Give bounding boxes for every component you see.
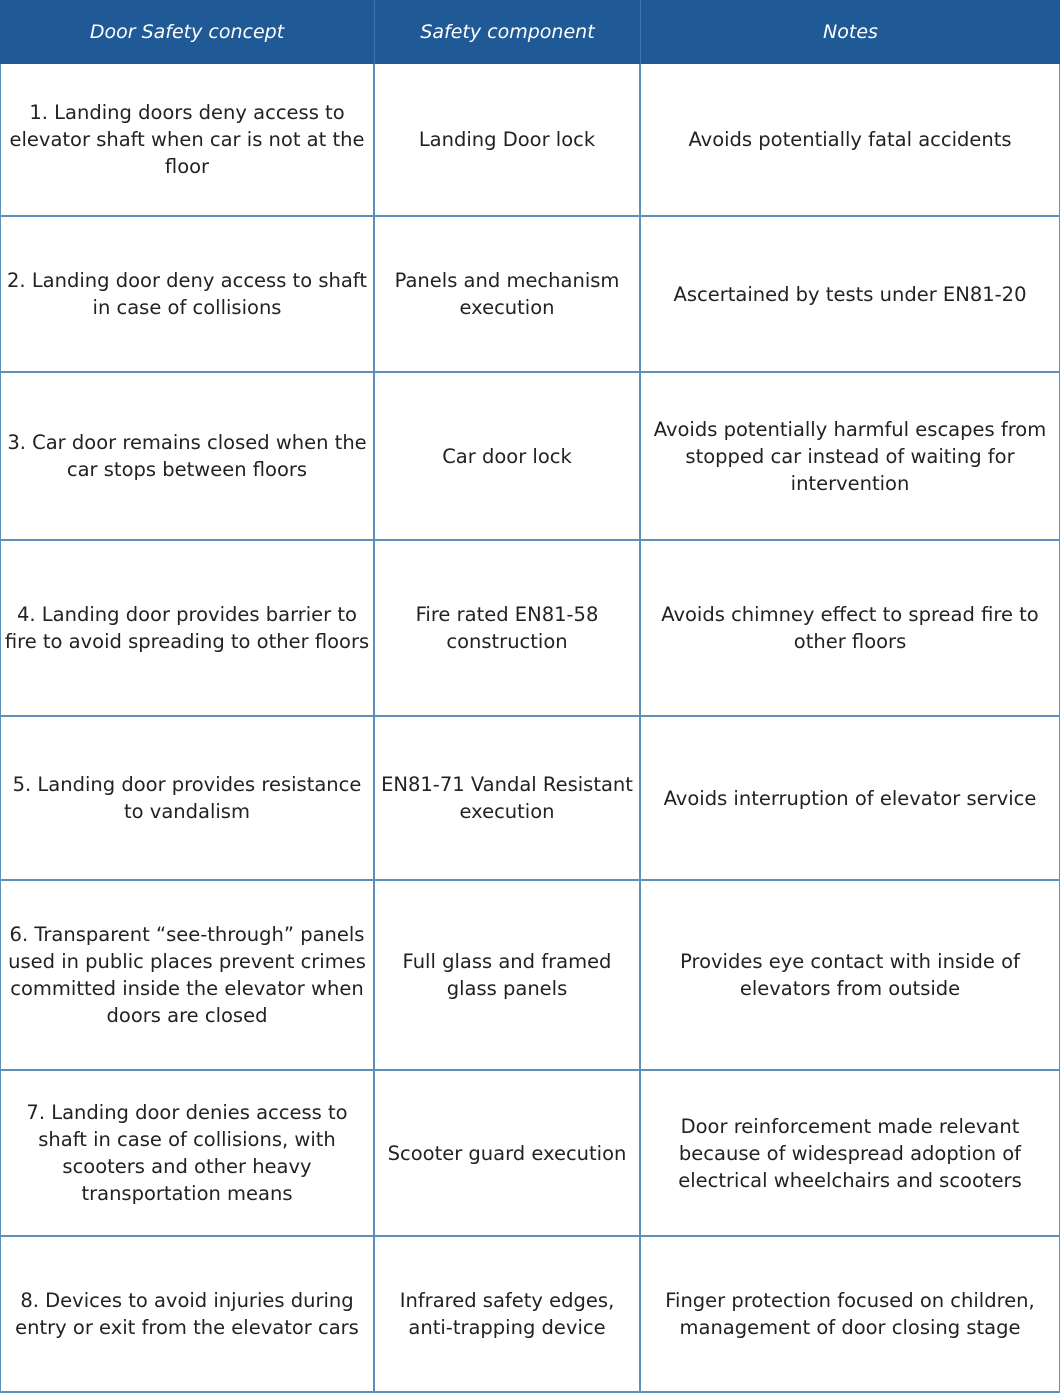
component-cell: Car door lock — [375, 373, 641, 541]
table-header — [0, 0, 1060, 64]
concept-cell: 5. Landing door provides resistance to vandalism — [0, 717, 375, 881]
concept-cell: 7. Landing door denies access to shaft in case of collisions, with scooters and other heavy transportation means — [0, 1071, 375, 1237]
header-row — [0, 0, 1060, 64]
notes-cell: Avoids potentially fatal accidents — [641, 64, 1060, 217]
notes-cell: Avoids chimney effect to spread fire to other floors — [641, 541, 1060, 717]
notes-cell: Finger protection focused on children, management of door closing stage — [641, 1237, 1060, 1393]
header-notes: Notes — [641, 0, 1060, 64]
concept-cell: 4. Landing door provides barrier to fire to avoid spreading to other floors — [0, 541, 375, 717]
table-row — [0, 881, 1060, 1071]
component-cell: Infrared safety edges, anti-trapping device — [375, 1237, 641, 1393]
notes-cell: Door reinforcement made relevant because of widespread adoption of electrical wheelchairs and scooters — [641, 1071, 1060, 1237]
table-row — [0, 217, 1060, 373]
table-row — [0, 541, 1060, 717]
component-cell: EN81-71 Vandal Resistant execution — [375, 717, 641, 881]
component-cell: Scooter guard execution — [375, 1071, 641, 1237]
concept-cell: 6. Transparent “see-through” panels used in public places prevent crimes committed inside the elevator when doors are closed — [0, 881, 375, 1071]
component-cell: Fire rated EN81-58 construction — [375, 541, 641, 717]
table-row — [0, 717, 1060, 881]
notes-cell: Avoids potentially harmful escapes from stopped car instead of waiting for intervention — [641, 373, 1060, 541]
concept-cell: 1. Landing doors deny access to elevator shaft when car is not at the floor — [0, 64, 375, 217]
table-row — [0, 373, 1060, 541]
concept-cell: 8. Devices to avoid injuries during entry or exit from the elevator cars — [0, 1237, 375, 1393]
table-row — [0, 64, 1060, 217]
notes-cell: Ascertained by tests under EN81-20 — [641, 217, 1060, 373]
notes-cell: Provides eye contact with inside of elevators from outside — [641, 881, 1060, 1071]
component-cell: Landing Door lock — [375, 64, 641, 217]
notes-cell: Avoids interruption of elevator service — [641, 717, 1060, 881]
concept-cell: 2. Landing door deny access to shaft in case of collisions — [0, 217, 375, 373]
table-row — [0, 1237, 1060, 1393]
component-cell: Full glass and framed glass panels — [375, 881, 641, 1071]
header-safety-component: Safety component — [375, 0, 641, 64]
header-door-safety-concept: Door Safety concept — [0, 0, 375, 64]
table-body — [0, 64, 1060, 1393]
concept-cell: 3. Car door remains closed when the car stops between floors — [0, 373, 375, 541]
table-row — [0, 1071, 1060, 1237]
component-cell: Panels and mechanism execution — [375, 217, 641, 373]
